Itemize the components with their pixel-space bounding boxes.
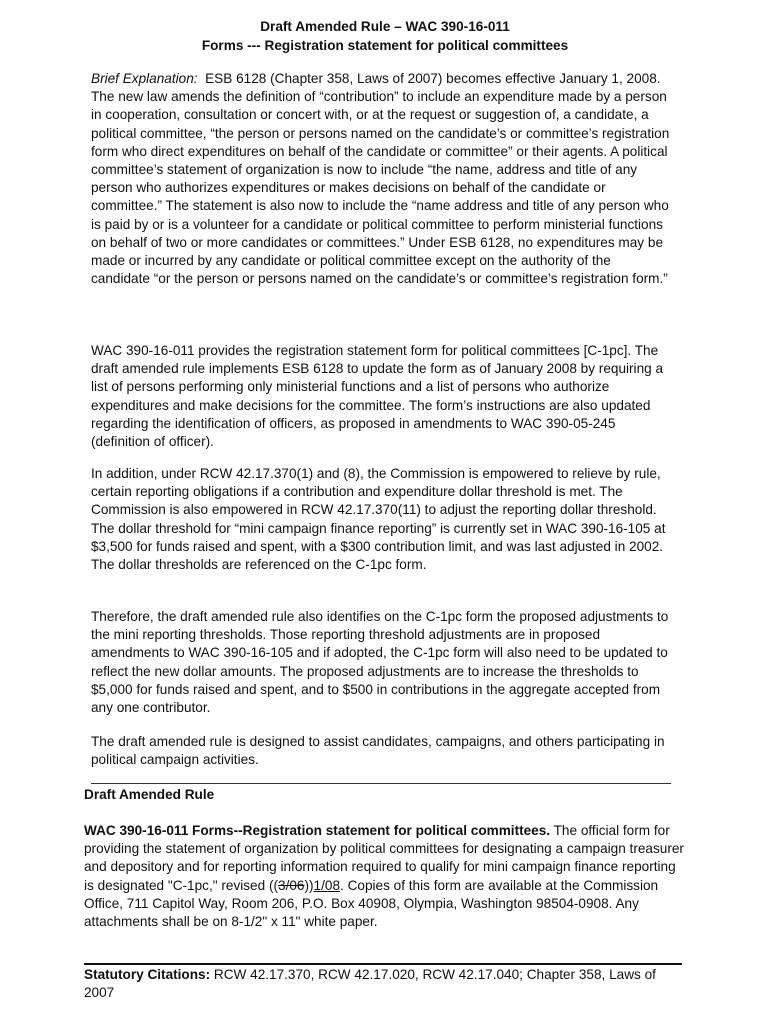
draft-rule-text <box>84 822 688 931</box>
brief-explanation-paragraph-4 <box>91 608 673 717</box>
brief-explanation-label: Brief Explanation: <box>91 71 198 86</box>
statutory-citations <box>84 966 682 1002</box>
brief-explanation-paragraph-2 <box>91 342 673 451</box>
draft-rule-heading: Draft Amended Rule <box>84 787 215 802</box>
rule-body-a: The official form for providing the statement of organization by political committees for designating a campaign treasurer and depository and for reporting information required to qualify for mini campaign finance reporting is designated "C-1pc," revised (( <box>84 823 684 893</box>
title-line-2: Forms --- Registration statement for political committees <box>201 38 569 53</box>
brief-explanation-paragraph-3 <box>91 465 673 574</box>
rule-body-b: )) <box>304 877 314 893</box>
brief-explanation-paragraph-1 <box>91 70 673 288</box>
document-title <box>0 17 770 55</box>
section-divider <box>91 783 671 784</box>
struck-text: 3/06 <box>278 877 305 893</box>
title-line-1: Draft Amended Rule – WAC 390-16-011 <box>260 19 510 34</box>
brief-p1-text: ESB 6128 (Chapter 358, Laws of 2007) becomes effective January 1, 2008. The new law amends the definition of “contribution” to include an expenditure made by a person in cooperation, consultation or concert with, or at the request or suggestion of, a candidate, a political committee, “the person or persons named on the candidate’s or committee’s registration form who direct expenditures on behalf of the candidate or committee” or their agents. A political committee’s statement of organization is now to include “the name, address and title of any person who authorizes expenditures or makes decisions on behalf of the candidate or committee.” The statement is also now to include the “name address and title of any person who is paid by or is a volunteer for a candidate or political committee to perform ministerial functions on behalf of two or more candidates or committees.” Under ESB 6128, no expenditures may be made or incurred by any candidate or political committee except on the authority of the candidate “or the person or persons named on the candidate’s or committee’s registration form.” <box>91 71 670 287</box>
rule-lead: WAC 390-16-011 Forms--Registration statement for political committees. <box>84 823 551 838</box>
statutory-divider <box>84 963 682 965</box>
rule-body-c: . Copies of this form are available at the Commission Office, 711 Capitol Way, Room 206, P.O. Box 40908, Olympia, Washington 98504-0908. Any attachments shall be on 8-1/2" x 11" white paper. <box>84 877 659 930</box>
brief-p4-text: Therefore, the draft amended rule also identifies on the C-1pc form the proposed adjustments to the mini reporting thresholds. Those reporting threshold adjustments are in proposed amendments to WAC 390-16-105 and if adopted, the C-1pc form will also need to be updated to reflect the new dollar amounts. The proposed adjustments are to increase the thresholds to $5,000 for funds raised and spent, and to $500 in contributions in the aggregate accepted from any one contributor. <box>91 609 669 716</box>
statutory-label: Statutory Citations: <box>84 967 211 982</box>
brief-explanation-paragraph-5 <box>91 733 673 769</box>
brief-p2-text: WAC 390-16-011 provides the registration statement form for political committees [C-1pc]. The draft amended rule implements ESB 6128 to update the form as of January 2008 by requiring a list of persons performing only ministerial functions and a list of persons who authorize expenditures and make decisions for the committee. The form’s instructions are also updated regarding the identification of officers, as proposed in amendments to WAC 390-05-245 (definition of officer). <box>91 343 664 450</box>
inserted-text: 1/08 <box>313 877 341 893</box>
statutory-text: RCW 42.17.370, RCW 42.17.020, RCW 42.17.040; Chapter 358, Laws of 2007 <box>84 967 656 1001</box>
brief-p5-text: The draft amended rule is designed to assist candidates, campaigns, and others participating in political campaign activities. <box>91 734 665 768</box>
brief-p3-text: In addition, under RCW 42.17.370(1) and (8), the Commission is empowered to relieve by rule, certain reporting obligations if a contribution and expenditure dollar threshold is met. The Commission is also empowered in RCW 42.17.370(11) to adjust the reporting dollar threshold. The dollar threshold for “mini campaign finance reporting” is currently set in WAC 390-16-105 at $3,500 for funds raised and spent, with a $300 contribution limit, and was last adjusted in 2002. The dollar thresholds are referenced on the C-1pc form. <box>91 466 666 573</box>
